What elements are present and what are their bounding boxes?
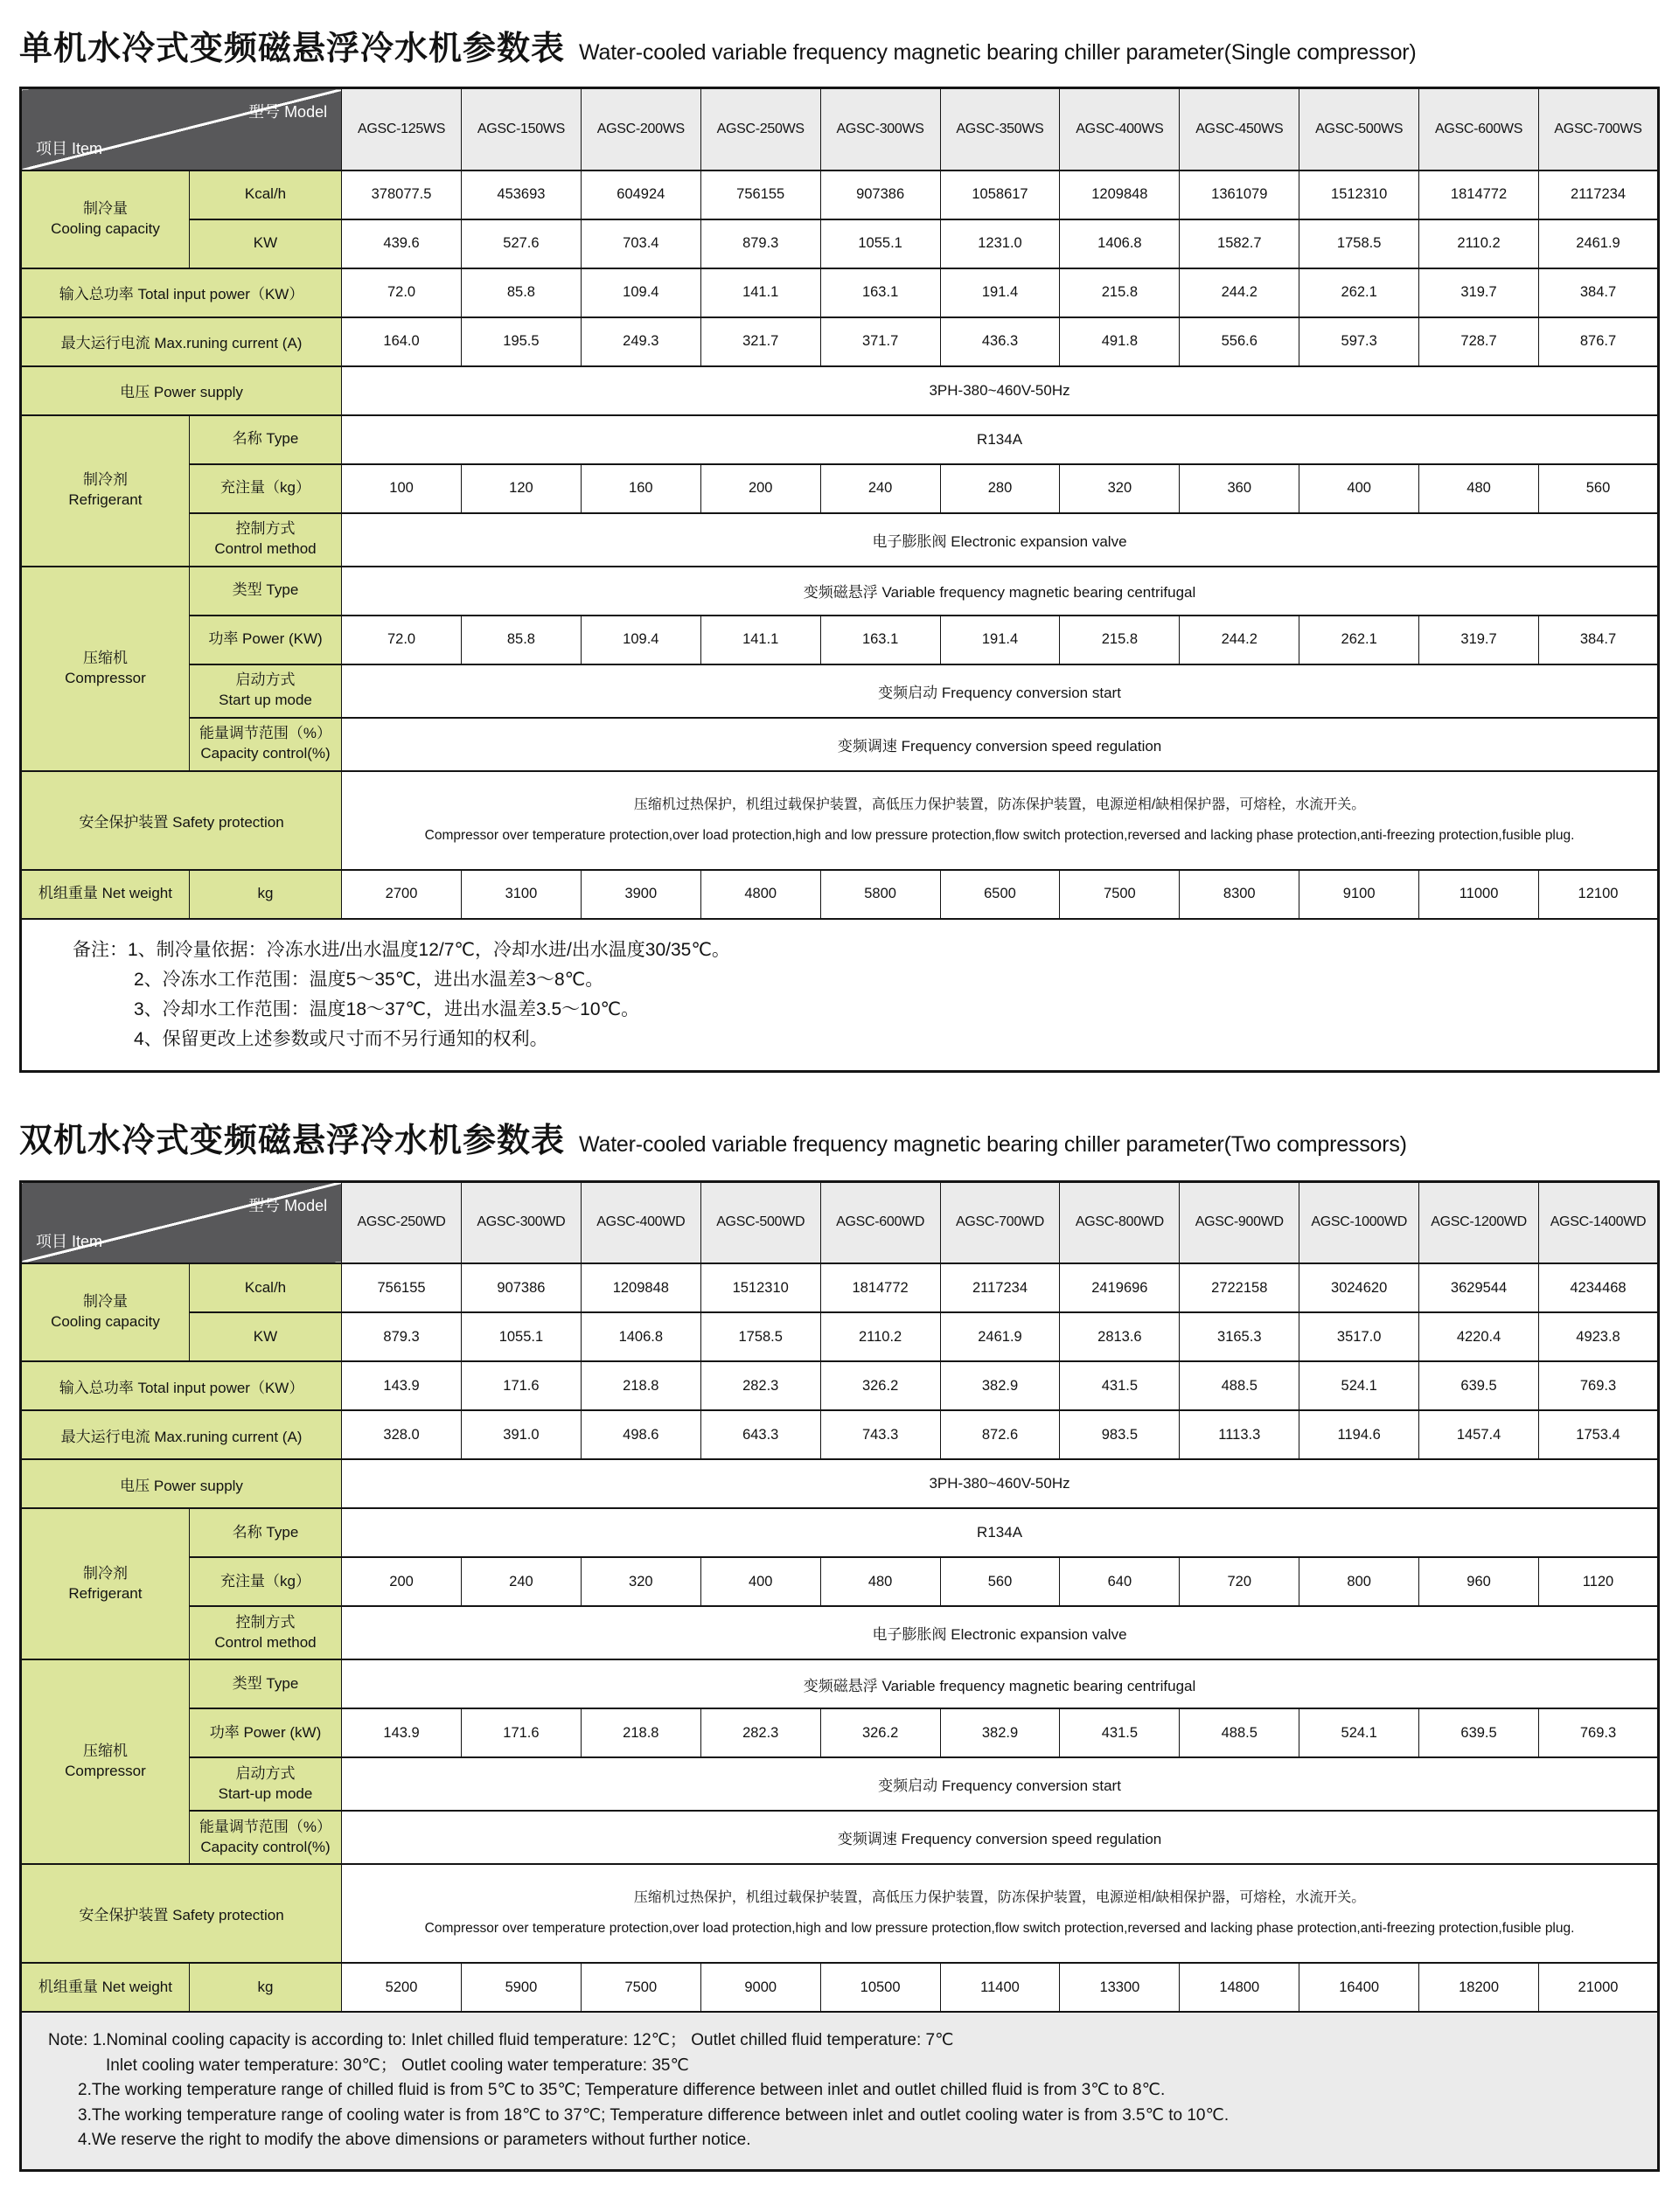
value-cell: 371.7 [820, 317, 940, 366]
model-header-cell: AGSC-500WD [700, 1181, 820, 1263]
value-cell: 2117234 [1539, 170, 1659, 219]
group-label: 制冷量 Cooling capacity [51, 199, 160, 237]
sub-label-cell [189, 415, 341, 464]
sub-label: 名称 Type [232, 430, 299, 448]
value-cell: 1758.5 [1299, 219, 1419, 268]
model-header-cell: AGSC-450WS [1180, 88, 1299, 170]
value-cell: 879.3 [700, 219, 820, 268]
model-header-cell: AGSC-250WD [342, 1181, 462, 1263]
model-header-cell: AGSC-600WD [820, 1181, 940, 1263]
value-cell: 141.1 [700, 268, 820, 317]
value-cell: 2722158 [1180, 1263, 1299, 1312]
value-cell: 527.6 [461, 219, 581, 268]
value-cell: 218.8 [581, 1361, 700, 1410]
merged-value-cell: R134A [342, 1508, 1659, 1557]
corner-model-label: 型号 Model [248, 103, 328, 121]
sub-label: 类型 Type [232, 581, 299, 599]
model-header-cell: AGSC-400WS [1060, 88, 1180, 170]
model-header-cell: AGSC-300WD [461, 1181, 581, 1263]
sub-label-cell [189, 1757, 341, 1811]
value-cell: 6500 [940, 870, 1060, 919]
group-label: 压缩机 Compressor [65, 1742, 146, 1780]
value-cell: 11400 [940, 1963, 1060, 2012]
model-header-cell: AGSC-350WS [940, 88, 1060, 170]
sub-label-cell [189, 1557, 341, 1606]
value-cell: 769.3 [1539, 1361, 1659, 1410]
value-cell: 876.7 [1539, 317, 1659, 366]
value-cell: 4923.8 [1539, 1312, 1659, 1361]
value-cell: 171.6 [461, 1361, 581, 1410]
merged-value-cell: 变频调速 Frequency conversion speed regulation [342, 718, 1659, 771]
value-cell: 2700 [342, 870, 462, 919]
value-cell: 7500 [581, 1963, 700, 2012]
row-label-cell: 最大运行电流 Max.runing current (A) [21, 317, 342, 366]
value-cell: 431.5 [1060, 1361, 1180, 1410]
merged-value-cell: 变频磁悬浮 Variable frequency magnetic bearing centrifugal [342, 1659, 1659, 1708]
value-cell: 109.4 [581, 616, 700, 664]
group-label: 机组重量 Net weight [38, 1978, 172, 1995]
value-cell: 756155 [700, 170, 820, 219]
sub-label: 控制方式 Control method [214, 520, 317, 557]
model-header-cell: AGSC-250WS [700, 88, 820, 170]
merged-value-cell: 3PH-380~460V-50Hz [342, 366, 1659, 415]
sub-label: Kcal/h [244, 185, 287, 203]
sub-label: 功率 Power (kW) [209, 1723, 322, 1741]
model-header-cell: AGSC-800WD [1060, 1181, 1180, 1263]
sub-label: KW [253, 234, 278, 252]
sub-label-cell [189, 1263, 341, 1312]
value-cell: 439.6 [342, 219, 462, 268]
value-cell: 382.9 [940, 1708, 1060, 1757]
sub-label: 功率 Power (KW) [208, 630, 323, 648]
value-cell: 218.8 [581, 1708, 700, 1757]
value-cell: 3024620 [1299, 1263, 1419, 1312]
sub-label: 控制方式 Control method [214, 1613, 317, 1651]
corner-cell [21, 1181, 342, 1263]
value-cell: 524.1 [1299, 1708, 1419, 1757]
value-cell: 9000 [700, 1963, 820, 2012]
value-cell: 4220.4 [1419, 1312, 1539, 1361]
value-cell: 556.6 [1180, 317, 1299, 366]
value-cell: 2110.2 [820, 1312, 940, 1361]
value-cell: 391.0 [461, 1410, 581, 1459]
model-header-cell: AGSC-200WS [581, 88, 700, 170]
value-cell: 491.8 [1060, 317, 1180, 366]
value-cell: 262.1 [1299, 268, 1419, 317]
value-cell: 604924 [581, 170, 700, 219]
value-cell: 1512310 [700, 1263, 820, 1312]
value-cell: 282.3 [700, 1361, 820, 1410]
value-cell: 319.7 [1419, 616, 1539, 664]
model-header-cell: AGSC-1000WD [1299, 1181, 1419, 1263]
value-cell: 109.4 [581, 268, 700, 317]
value-cell: 12100 [1539, 870, 1659, 919]
model-header-cell: AGSC-500WS [1299, 88, 1419, 170]
single-compressor-parameter-table [19, 87, 1660, 1073]
value-cell: 14800 [1180, 1963, 1299, 2012]
value-cell: 872.6 [940, 1410, 1060, 1459]
row-label-cell: 电压 Power supply [21, 1459, 342, 1508]
sub-label: kg [257, 1978, 274, 1995]
value-cell: 800 [1299, 1557, 1419, 1606]
note-line: Inlet cooling water temperature: 30℃； Outlet cooling water temperature: 35℃ [106, 2055, 689, 2075]
value-cell: 2117234 [940, 1263, 1060, 1312]
model-header-cell: AGSC-1400WD [1539, 1181, 1659, 1263]
value-cell: 244.2 [1180, 268, 1299, 317]
note-line: 3.The working temperature range of cooling water is from 18℃ to 37℃; Temperature difference between inlet and outlet cooling water is from 3.5℃ to 10℃. [78, 2105, 1230, 2125]
note-line: 2.The working temperature range of chilled fluid is from 5℃ to 35℃; Temperature difference between inlet and outlet chilled fluid is from 3℃ to 8℃. [78, 2081, 1166, 2100]
value-cell: 321.7 [700, 317, 820, 366]
value-cell: 200 [342, 1557, 462, 1606]
value-cell: 1457.4 [1419, 1410, 1539, 1459]
group-label-cell [21, 870, 190, 919]
value-cell: 3100 [461, 870, 581, 919]
value-cell: 400 [700, 1557, 820, 1606]
value-cell: 1058617 [940, 170, 1060, 219]
value-cell: 215.8 [1060, 616, 1180, 664]
value-cell: 1209848 [581, 1263, 700, 1312]
value-cell: 1753.4 [1539, 1410, 1659, 1459]
group-label-cell [21, 1508, 190, 1659]
sub-label-cell [189, 616, 341, 664]
value-cell: 2461.9 [1539, 219, 1659, 268]
merged-value-cell: 电子膨胀阀 Electronic expansion valve [342, 1606, 1659, 1659]
safety-text-zh: 压缩机过热保护，机组过载保护装置，高低压力保护装置，防冻保护装置，电源逆相/缺相保护器，可熔栓，水流开关。 [633, 1890, 1366, 1906]
value-cell: 453693 [461, 170, 581, 219]
value-cell: 120 [461, 464, 581, 513]
sub-label-cell [189, 718, 341, 771]
merged-value-cell: 变频调速 Frequency conversion speed regulation [342, 1811, 1659, 1864]
sub-label-cell [189, 1659, 341, 1708]
row-label-cell: 电压 Power supply [21, 366, 342, 415]
group-label: 机组重量 Net weight [38, 885, 172, 902]
sub-label: 充注量（kg） [220, 1572, 310, 1589]
value-cell: 1406.8 [581, 1312, 700, 1361]
note-line: 3、冷却水工作范围：温度18～37℃，进出水温差3.5～10℃。 [134, 998, 640, 1019]
model-header-cell: AGSC-700WS [1539, 88, 1659, 170]
sub-label-cell [189, 1606, 341, 1659]
value-cell: 2813.6 [1060, 1312, 1180, 1361]
sub-label: kg [257, 885, 274, 902]
safety-value-cell [342, 771, 1659, 870]
value-cell: 1231.0 [940, 219, 1060, 268]
single-table-title-en: Water-cooled variable frequency magnetic bearing chiller parameter(Single compressor) [579, 40, 1417, 65]
value-cell: 282.3 [700, 1708, 820, 1757]
row-label-cell: 输入总功率 Total input power（KW） [21, 1361, 342, 1410]
group-label: 制冷剂 Refrigerant [68, 1564, 143, 1602]
value-cell: 8300 [1180, 870, 1299, 919]
sub-label: 充注量（kg） [220, 479, 310, 497]
group-label-cell [21, 567, 190, 771]
value-cell: 2110.2 [1419, 219, 1539, 268]
value-cell: 16400 [1299, 1963, 1419, 2012]
value-cell: 4234468 [1539, 1263, 1659, 1312]
value-cell: 9100 [1299, 870, 1419, 919]
value-cell: 907386 [461, 1263, 581, 1312]
row-label-cell: 输入总功率 Total input power（KW） [21, 268, 342, 317]
sub-label: 名称 Type [232, 1523, 299, 1541]
value-cell: 326.2 [820, 1361, 940, 1410]
group-label-cell [21, 1659, 190, 1864]
model-header-cell: AGSC-300WS [820, 88, 940, 170]
value-cell: 160 [581, 464, 700, 513]
value-cell: 640 [1060, 1557, 1180, 1606]
sub-label: KW [253, 1327, 278, 1345]
value-cell: 720 [1180, 1557, 1299, 1606]
value-cell: 171.6 [461, 1708, 581, 1757]
value-cell: 1055.1 [461, 1312, 581, 1361]
sub-label-cell [189, 219, 341, 268]
value-cell: 85.8 [461, 616, 581, 664]
value-cell: 3900 [581, 870, 700, 919]
value-cell: 5800 [820, 870, 940, 919]
value-cell: 163.1 [820, 616, 940, 664]
value-cell: 384.7 [1539, 268, 1659, 317]
value-cell: 163.1 [820, 268, 940, 317]
single-table-title-zh: 单机水冷式变频磁悬浮冷水机参数表 [19, 31, 566, 67]
value-cell: 4800 [700, 870, 820, 919]
note-line: Note: 1.Nominal cooling capacity is according to: Inlet chilled fluid temperature: 12℃； Outlet chilled fluid temperature: 7℃ [48, 2031, 954, 2050]
value-cell: 1113.3 [1180, 1410, 1299, 1459]
merged-value-cell: R134A [342, 415, 1659, 464]
value-cell: 983.5 [1060, 1410, 1180, 1459]
merged-value-cell: 变频磁悬浮 Variable frequency magnetic bearing centrifugal [342, 567, 1659, 616]
value-cell: 164.0 [342, 317, 462, 366]
value-cell: 143.9 [342, 1361, 462, 1410]
value-cell: 378077.5 [342, 170, 462, 219]
sub-label: 启动方式 Start-up mode [218, 1764, 313, 1802]
two-table-title [19, 1073, 1660, 1161]
value-cell: 85.8 [461, 268, 581, 317]
safety-text-en: Compressor over temperature protection,over load protection,high and low pressure protection,flow switch protection,reversed and lacking phase protection,anti-freezing protection,fusible plug. [424, 1921, 1575, 1937]
value-cell: 1209848 [1060, 170, 1180, 219]
value-cell: 1814772 [1419, 170, 1539, 219]
value-cell: 2419696 [1060, 1263, 1180, 1312]
value-cell: 488.5 [1180, 1361, 1299, 1410]
single-table-title [19, 0, 1660, 69]
value-cell: 1361079 [1180, 170, 1299, 219]
sub-label-cell [189, 1963, 341, 2012]
single-compressor-table-container [19, 87, 1660, 1073]
value-cell: 240 [820, 464, 940, 513]
sub-label-cell [189, 170, 341, 219]
value-cell: 431.5 [1060, 1708, 1180, 1757]
row-label-cell: 安全保护装置 Safety protection [21, 1864, 342, 1963]
group-label-cell [21, 1263, 190, 1361]
value-cell: 1512310 [1299, 170, 1419, 219]
safety-value-cell [342, 1864, 1659, 1963]
sub-label-cell [189, 567, 341, 616]
value-cell: 21000 [1539, 1963, 1659, 2012]
value-cell: 72.0 [342, 616, 462, 664]
merged-value-cell: 电子膨胀阀 Electronic expansion valve [342, 513, 1659, 567]
value-cell: 72.0 [342, 268, 462, 317]
row-label-cell: 最大运行电流 Max.runing current (A) [21, 1410, 342, 1459]
value-cell: 1055.1 [820, 219, 940, 268]
value-cell: 480 [820, 1557, 940, 1606]
value-cell: 328.0 [342, 1410, 462, 1459]
value-cell: 320 [1060, 464, 1180, 513]
value-cell: 18200 [1419, 1963, 1539, 2012]
sub-label: 类型 Type [232, 1674, 299, 1692]
value-cell: 3629544 [1419, 1263, 1539, 1312]
value-cell: 524.1 [1299, 1361, 1419, 1410]
value-cell: 597.3 [1299, 317, 1419, 366]
merged-value-cell: 3PH-380~460V-50Hz [342, 1459, 1659, 1508]
value-cell: 639.5 [1419, 1361, 1539, 1410]
value-cell: 643.3 [700, 1410, 820, 1459]
sub-label-cell [189, 1811, 341, 1864]
group-label-cell [21, 170, 190, 268]
value-cell: 215.8 [1060, 268, 1180, 317]
value-cell: 1758.5 [700, 1312, 820, 1361]
model-header-cell: AGSC-1200WD [1419, 1181, 1539, 1263]
value-cell: 10500 [820, 1963, 940, 2012]
value-cell: 488.5 [1180, 1708, 1299, 1757]
value-cell: 480 [1419, 464, 1539, 513]
sub-label-cell [189, 513, 341, 567]
value-cell: 560 [1539, 464, 1659, 513]
sub-label-cell [189, 664, 341, 718]
value-cell: 320 [581, 1557, 700, 1606]
value-cell: 2461.9 [940, 1312, 1060, 1361]
value-cell: 382.9 [940, 1361, 1060, 1410]
two-table-title-en: Water-cooled variable frequency magnetic bearing chiller parameter(Two compressors) [579, 1131, 1407, 1157]
two-compressor-table-container [19, 1180, 1660, 2172]
sub-label: 能量调节范围（%） Capacity control(%) [199, 1818, 332, 1855]
value-cell: 191.4 [940, 268, 1060, 317]
value-cell: 436.3 [940, 317, 1060, 366]
value-cell: 3517.0 [1299, 1312, 1419, 1361]
safety-text-en: Compressor over temperature protection,over load protection,high and low pressure protection,flow switch protection,reversed and lacking phase protection,anti-freezing protection,fusible plug. [424, 827, 1575, 843]
value-cell: 13300 [1060, 1963, 1180, 2012]
merged-value-cell: 变频启动 Frequency conversion start [342, 664, 1659, 718]
value-cell: 3165.3 [1180, 1312, 1299, 1361]
note-line: 4、保留更改上述参数或尺寸而不另行通知的权利。 [134, 1028, 548, 1049]
group-label: 制冷剂 Refrigerant [68, 471, 143, 508]
model-header-cell: AGSC-900WD [1180, 1181, 1299, 1263]
model-header-cell: AGSC-600WS [1419, 88, 1539, 170]
group-label-cell [21, 1963, 190, 2012]
row-label-cell: 安全保护装置 Safety protection [21, 771, 342, 870]
model-header-cell: AGSC-400WD [581, 1181, 700, 1263]
value-cell: 769.3 [1539, 1708, 1659, 1757]
group-label: 压缩机 Compressor [65, 649, 146, 686]
notes-cell [21, 919, 1659, 1072]
value-cell: 5900 [461, 1963, 581, 2012]
value-cell: 141.1 [700, 616, 820, 664]
value-cell: 280 [940, 464, 1060, 513]
value-cell: 960 [1419, 1557, 1539, 1606]
group-label: 制冷量 Cooling capacity [51, 1293, 160, 1331]
value-cell: 100 [342, 464, 462, 513]
value-cell: 319.7 [1419, 268, 1539, 317]
value-cell: 400 [1299, 464, 1419, 513]
model-header-cell: AGSC-700WD [940, 1181, 1060, 1263]
sub-label: Kcal/h [244, 1278, 287, 1296]
value-cell: 907386 [820, 170, 940, 219]
sub-label-cell [189, 1708, 341, 1757]
value-cell: 728.7 [1419, 317, 1539, 366]
value-cell: 1406.8 [1060, 219, 1180, 268]
value-cell: 326.2 [820, 1708, 940, 1757]
value-cell: 703.4 [581, 219, 700, 268]
sub-label: 能量调节范围（%） Capacity control(%) [199, 725, 332, 762]
model-header-cell: AGSC-150WS [461, 88, 581, 170]
note-line: 2、冷冻水工作范围：温度5～35℃，进出水温差3～8℃。 [134, 969, 604, 990]
value-cell: 5200 [342, 1963, 462, 2012]
value-cell: 1814772 [820, 1263, 940, 1312]
value-cell: 879.3 [342, 1312, 462, 1361]
value-cell: 1120 [1539, 1557, 1659, 1606]
corner-item-label: 项目 Item [36, 1233, 103, 1251]
value-cell: 1582.7 [1180, 219, 1299, 268]
note-line: 4.We reserve the right to modify the above dimensions or parameters without further notice. [78, 2131, 751, 2150]
corner-cell [21, 88, 342, 170]
value-cell: 756155 [342, 1263, 462, 1312]
corner-model-label: 型号 Model [248, 1196, 328, 1214]
value-cell: 200 [700, 464, 820, 513]
corner-item-label: 项目 Item [36, 139, 103, 157]
sub-label-cell [189, 870, 341, 919]
value-cell: 143.9 [342, 1708, 462, 1757]
two-table-title-zh: 双机水冷式变频磁悬浮冷水机参数表 [19, 1122, 566, 1159]
value-cell: 360 [1180, 464, 1299, 513]
model-header-cell: AGSC-125WS [342, 88, 462, 170]
value-cell: 1194.6 [1299, 1410, 1419, 1459]
note-line: 备注：1、制冷量依据：冷冻水进/出水温度12/7℃，冷却水进/出水温度30/35℃。 [73, 939, 730, 960]
merged-value-cell: 变频启动 Frequency conversion start [342, 1757, 1659, 1811]
value-cell: 743.3 [820, 1410, 940, 1459]
value-cell: 11000 [1419, 870, 1539, 919]
value-cell: 639.5 [1419, 1708, 1539, 1757]
value-cell: 262.1 [1299, 616, 1419, 664]
notes-cell [21, 2012, 1659, 2170]
value-cell: 240 [461, 1557, 581, 1606]
sub-label-cell [189, 1508, 341, 1557]
value-cell: 249.3 [581, 317, 700, 366]
sub-label-cell [189, 464, 341, 513]
value-cell: 384.7 [1539, 616, 1659, 664]
value-cell: 7500 [1060, 870, 1180, 919]
safety-text-zh: 压缩机过热保护，机组过载保护装置，高低压力保护装置，防冻保护装置，电源逆相/缺相保护器，可熔栓，水流开关。 [633, 796, 1366, 812]
value-cell: 195.5 [461, 317, 581, 366]
value-cell: 560 [940, 1557, 1060, 1606]
value-cell: 244.2 [1180, 616, 1299, 664]
sub-label: 启动方式 Start up mode [219, 671, 312, 708]
value-cell: 498.6 [581, 1410, 700, 1459]
value-cell: 191.4 [940, 616, 1060, 664]
sub-label-cell [189, 1312, 341, 1361]
group-label-cell [21, 415, 190, 567]
two-compressor-parameter-table [19, 1180, 1660, 2172]
